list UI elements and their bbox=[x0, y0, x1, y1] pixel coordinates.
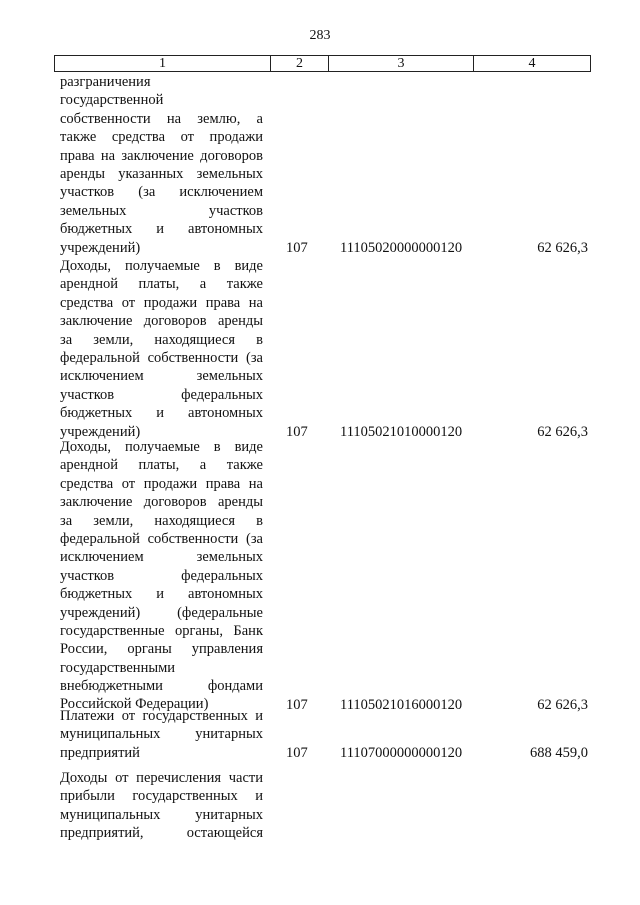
description-line: участков (за исключением bbox=[60, 184, 263, 201]
description-line: бюджетных и автономных bbox=[60, 405, 263, 422]
table-row bbox=[60, 438, 590, 714]
page-number: 283 bbox=[309, 28, 331, 43]
description-line: арендной платы, а также bbox=[60, 276, 263, 293]
description-line: права на заключение договоров bbox=[60, 147, 263, 164]
table-row bbox=[60, 257, 590, 441]
row-description bbox=[60, 73, 263, 257]
description-line: бюджетных и автономных bbox=[60, 586, 263, 603]
description-line: предприятий, остающейся bbox=[60, 825, 263, 842]
description-line: России, органы управления bbox=[60, 641, 263, 658]
row-description bbox=[60, 438, 263, 714]
row-kbk-code: 11107000000000120 bbox=[340, 744, 463, 761]
description-line: собственности на землю, а bbox=[60, 110, 263, 127]
row-code: 107 bbox=[286, 696, 308, 713]
description-line: Доходы от перечисления части bbox=[60, 770, 263, 786]
row-kbk-code: 11105020000000120 bbox=[340, 239, 463, 256]
description-line: средства от продажи права на bbox=[60, 475, 263, 492]
description-line: муниципальных унитарных bbox=[60, 806, 263, 823]
header-col-4: 4 bbox=[528, 55, 536, 71]
row-code: 107 bbox=[286, 239, 308, 256]
header-col-1: 1 bbox=[55, 56, 271, 71]
description-line: государственными bbox=[60, 659, 176, 676]
row-amount: 62 626,3 bbox=[537, 239, 588, 256]
table-row bbox=[60, 769, 590, 843]
row-amount: 62 626,3 bbox=[537, 423, 588, 440]
row-amount: 62 626,3 bbox=[537, 696, 588, 713]
row-code: 107 bbox=[286, 744, 308, 761]
table-row bbox=[60, 707, 590, 762]
row-code bbox=[286, 824, 316, 842]
description-line: прибыли государственных и bbox=[60, 788, 263, 805]
table-row bbox=[60, 73, 590, 257]
description-line: исключением земельных bbox=[60, 549, 263, 566]
description-line: бюджетных и автономных bbox=[60, 221, 263, 238]
description-line: Доходы, получаемые в виде bbox=[60, 439, 263, 455]
description-line: участков федеральных bbox=[60, 386, 263, 403]
row-description bbox=[60, 769, 263, 843]
header-col-2: 2 bbox=[271, 56, 329, 71]
header-col-3: 3 bbox=[329, 56, 474, 71]
description-line: также средства от продажи bbox=[60, 129, 263, 146]
row-description bbox=[60, 707, 263, 762]
description-line: государственной bbox=[60, 92, 164, 109]
description-line: предприятий bbox=[60, 744, 140, 761]
description-line: аренды указанных земельных bbox=[60, 165, 263, 182]
description-line: муниципальных унитарных bbox=[60, 726, 263, 743]
row-kbk-code: 11105021010000120 bbox=[340, 423, 463, 440]
description-line: заключение договоров аренды bbox=[60, 313, 263, 330]
description-line: участков федеральных bbox=[60, 567, 263, 584]
description-line: за земли, находящиеся в bbox=[60, 512, 263, 529]
description-line: государственные органы, Банк bbox=[60, 622, 263, 639]
description-line: Платежи от государственных и bbox=[60, 708, 263, 724]
description-line: разграничения bbox=[60, 74, 151, 90]
row-amount: 688 459,0 bbox=[530, 744, 588, 761]
description-line: исключением земельных bbox=[60, 368, 263, 385]
description-line: учреждений) (федеральные bbox=[60, 604, 263, 621]
description-line: арендной платы, а также bbox=[60, 457, 263, 474]
row-code: 107 bbox=[286, 423, 308, 440]
description-line: Доходы, получаемые в виде bbox=[60, 258, 263, 274]
description-line: учреждений) bbox=[60, 239, 141, 256]
description-line: федеральной собственности (за bbox=[60, 349, 263, 366]
table-header bbox=[54, 55, 591, 72]
description-line: Российской Федерации) bbox=[60, 696, 209, 713]
description-line: учреждений) bbox=[60, 423, 141, 440]
description-line: средства от продажи права на bbox=[60, 294, 263, 311]
row-amount bbox=[448, 824, 588, 842]
description-line: за земли, находящиеся в bbox=[60, 331, 263, 348]
row-kbk-code: 11105021016000120 bbox=[340, 696, 463, 713]
row-description bbox=[60, 257, 263, 441]
description-line: земельных участков bbox=[60, 202, 263, 219]
description-line: внебюджетными фондами bbox=[60, 678, 263, 695]
description-line: заключение договоров аренды bbox=[60, 494, 263, 511]
description-line: федеральной собственности (за bbox=[60, 530, 263, 547]
